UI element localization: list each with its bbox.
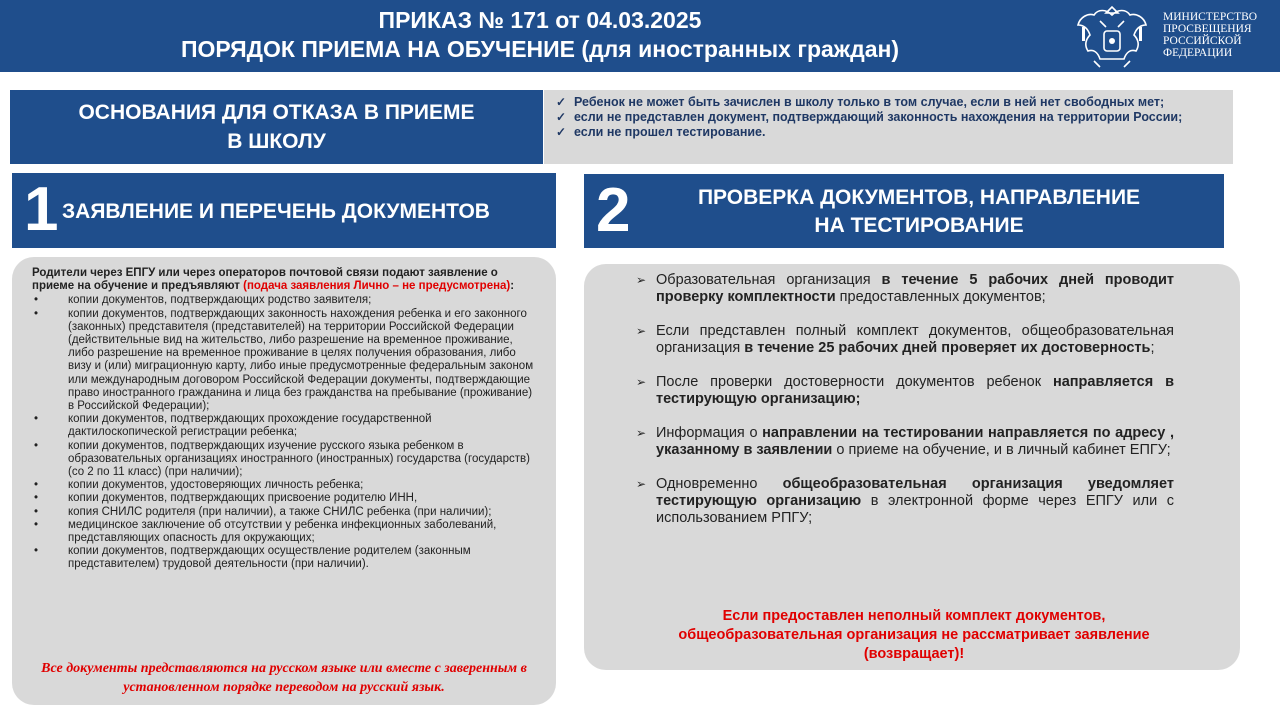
russian-language-note: Все документы представляются на русском языке или вместе с заверенным в установленном порядке переводом на русский язык. — [41, 661, 527, 695]
section-2-title: ПРОВЕРКА ДОКУМЕНТОВ, НАПРАВЛЕНИЕ НА ТЕСТИРОВАНИЕ — [697, 186, 1141, 237]
ministry-logo — [1070, 5, 1275, 67]
procedure-title: ПОРЯДОК ПРИЕМА НА ОБУЧЕНИЕ (для иностранных граждан) — [180, 36, 900, 62]
refusal-reason-item: ✓ если не представлен документ, подтверждающий законность нахождения на территории России; — [556, 110, 1223, 125]
documents-list — [32, 294, 538, 571]
section-2-header — [584, 174, 1224, 248]
refusal-title-box: ОСНОВАНИЯ ДЛЯ ОТКАЗА В ПРИЕМЕ В ШКОЛУ — [10, 90, 543, 164]
verification-step: ➢ После проверки достоверности документов ребенок направляется в тестирующую организацию; — [636, 374, 1174, 408]
refusal-reason-item: ✓ если не прошел тестирование. — [556, 125, 1223, 140]
document-item: • копии документов, подтверждающих изучение русского языка ребенком в образовательных организациях иностранного (иностранных) государства (государств) (со 2 по 11 класс) (при наличии); — [32, 440, 538, 480]
document-item: • копии документов, удостоверяющих личность ребенка; — [32, 479, 538, 492]
documents-panel — [12, 257, 556, 705]
ministry-name: МИНИСТЕРСТВО ПРОСВЕЩЕНИЯ РОССИЙСКОЙ ФЕДЕРАЦИИ — [1163, 11, 1258, 59]
section-1-header — [12, 173, 556, 248]
verification-step: ➢ Если представлен полный комплект документов, общеобразовательная организация в течение 25 рабочих дней проверяет их достоверность; — [636, 323, 1174, 357]
incomplete-set-warning: Если предоставлен неполный комплект документов, общеобразовательная организация не рассматривает заявление (возвращает)! — [678, 608, 1150, 662]
refusal-reasons-list — [544, 90, 1233, 164]
document-item: • копии документов, подтверждающих законность нахождения ребенка и его законного (законных) представителя (представителей) на территории Российской Федерации (действительные вид на жительство, либо разрешение на временное проживание, либо разрешение на временное проживание в целях получения образования, либо визу и (или) миграционную карту, либо иные предусмотренные федеральным законом или международным договором Российской Федерации документы, подтверждающие право иностранного гражданина и лица без гражданства на пребывание (проживание) в Российской Федерации); — [32, 308, 538, 414]
verification-step: ➢ Образовательная организация в течение 5 рабочих дней проводит проверку комплектности предоставленных документов; — [636, 272, 1174, 306]
section-2-number: 2 — [596, 176, 631, 245]
document-item: • медицинское заключение об отсутствии у ребенка инфекционных заболеваний, представляющих опасность для окружающих; — [32, 519, 538, 545]
section-1-number: 1 — [24, 175, 59, 244]
page-title — [0, 6, 1080, 64]
document-item: • копии документов, подтверждающих осуществление родителем (законным представителем) трудовой деятельности (при наличии). — [32, 545, 538, 571]
verification-step: ➢ Информация о направлении на тестировании направляется по адресу , указанному в заявлении о приеме на обучение, и в личный кабинет ЕПГУ; — [636, 425, 1174, 459]
order-title: ПРИКАЗ № 171 от 04.03.2025 — [378, 7, 702, 33]
document-item: • копии документов, подтверждающих родство заявителя; — [32, 294, 538, 307]
section-1-title: ЗАЯВЛЕНИЕ И ПЕРЕЧЕНЬ ДОКУМЕНТОВ — [62, 200, 490, 223]
double-headed-eagle-emblem-icon — [1070, 5, 1154, 69]
document-item: • копия СНИЛС родителя (при наличии), а также СНИЛС ребенка (при наличии); — [32, 506, 538, 519]
verification-steps-list — [636, 272, 1174, 527]
document-item: • копии документов, подтверждающих прохождение государственной дактилоскопической регистрации ребенка; — [32, 413, 538, 439]
verification-step: ➢ Одновременно общеобразовательная организация уведомляет тестирующую организацию в электронной форме через ЕПГУ или с использованием РПГУ; — [636, 476, 1174, 527]
documents-intro: Родители через ЕПГУ или через операторов почтовой связи подают заявление о приеме на обучение и предъявляют (подача заявления Лично – не предусмотрена): — [32, 267, 515, 293]
refusal-reason-item: ✓ Ребенок не может быть зачислен в школу только в том случае, если в ней нет свободных мет; — [556, 95, 1223, 110]
verification-panel — [584, 264, 1240, 670]
header-banner — [0, 0, 1280, 72]
document-item: • копии документов, подтверждающих присвоение родителю ИНН, — [32, 492, 538, 505]
in-person-note: (подача заявления Лично – не предусмотрена) — [243, 280, 511, 293]
